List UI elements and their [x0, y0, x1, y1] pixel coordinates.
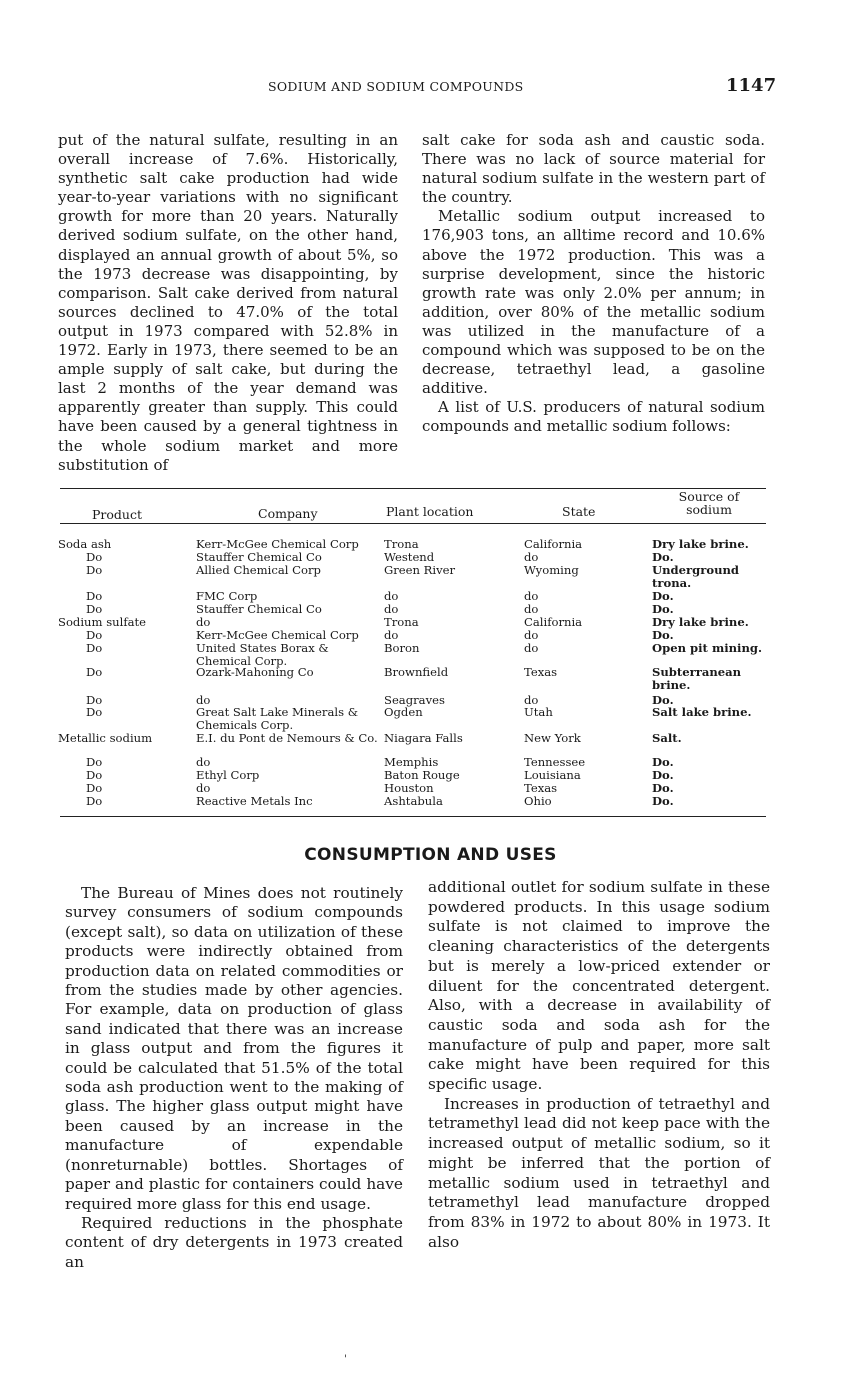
cell-source: Do.: [652, 602, 674, 616]
cell-product: Do: [86, 755, 103, 769]
cell-company: Kerr-McGee Chemical Corp: [196, 537, 359, 551]
cell-source: Do.: [652, 628, 674, 642]
paragraph: additional outlet for sodium sulfate in these powdered products. In this usage sodium sulfate is not claimed to improve the cleaning characteristics of the detergents but is merely a low-priced extender or diluent for the concentrated detergent. Also, with a decrease in availability of caustic soda and soda ash for the manufacture of pulp and paper, more salt cake might have been required for this specific usage.: [428, 878, 770, 1094]
cell-state: California: [524, 537, 583, 551]
cell-product: Do: [86, 628, 103, 642]
cell-location: Niagara Falls: [384, 731, 463, 745]
cell-company: do: [196, 693, 211, 707]
cell-product: Do: [86, 794, 103, 808]
cell-product: Do: [86, 563, 103, 577]
paragraph: salt cake for soda ash and caustic soda. There was no lack of source material for natural sodium sulfate in the western part of the country.: [422, 131, 765, 207]
cell-state: California: [524, 615, 583, 629]
cell-company: do: [196, 615, 211, 629]
cell-location: Green River: [384, 563, 456, 577]
cell-state: do: [524, 641, 539, 655]
cell-product: Metallic sodium: [58, 731, 153, 745]
cell-state: do: [524, 693, 539, 707]
cell-company: do: [196, 755, 211, 769]
table-row: [58, 795, 768, 808]
cell-source: Do.: [652, 550, 674, 564]
header-location: Plant location: [386, 504, 474, 519]
cell-source: Do.: [652, 768, 674, 782]
cell-state: Utah: [524, 705, 553, 719]
cell-state: do: [524, 589, 539, 603]
cell-source: Dry lake brine.: [652, 615, 749, 629]
paragraph: Required reductions in the phosphate content of dry detergents in 1973 created an: [65, 1213, 403, 1271]
cell-state: Tennessee: [524, 755, 586, 769]
cell-company: FMC Corp: [196, 589, 258, 603]
cell-location: Ogden: [384, 705, 423, 719]
cell-company: do: [196, 781, 211, 795]
cell-location: Boron: [384, 641, 420, 655]
cell-product: Do: [86, 550, 103, 564]
cell-location: Trona: [384, 615, 419, 629]
cell-location: Westend: [384, 550, 435, 564]
cell-state: Louisiana: [524, 768, 581, 782]
cell-location: Houston: [384, 781, 434, 795]
cell-state: do: [524, 550, 539, 564]
paragraph: Metallic sodium output increased to 176,903 tons, an alltime record and 10.6% above the 1972 production. This was a surprise development, since the historic growth rate was only 2.0% per annum; in addition, over 80% of the metallic sodium was utilized in the manufacture of a compound which was supposed to be on the decrease, tetraethyl lead, a gasoline additive.: [422, 207, 765, 398]
paragraph: Increases in production of tetraethyl and tetramethyl lead did not keep pace with the increased output of metallic sodium, so it might be inferred that the portion of metallic sodium used in tetraethyl and tetramethyl lead manufacture dropped from 83% in 1972 to about 80% in 1973. It also: [428, 1094, 770, 1251]
cell-company: E.I. du Pont de Nemours & Co.: [196, 731, 378, 745]
cell-location: do: [384, 589, 399, 603]
cell-company: Stauffer Chemical Co: [196, 550, 322, 564]
cell-company: Great Salt Lake Minerals & Chemicals Corp.: [196, 705, 359, 732]
cell-product: Do: [86, 705, 103, 719]
cell-state: do: [524, 602, 539, 616]
section-title: CONSUMPTION AND USES: [304, 845, 557, 865]
cell-location: Brownfield: [384, 665, 449, 679]
cell-company: Reactive Metals Inc: [196, 794, 313, 808]
cell-location: Ashtabula: [384, 794, 443, 808]
cell-location: Baton Rouge: [384, 768, 460, 782]
cell-state: Wyoming: [524, 563, 579, 577]
cell-source: Subterranean brine.: [652, 665, 742, 692]
cell-product: Soda ash: [58, 537, 112, 551]
table-row: [58, 705, 768, 732]
cell-source: Underground trona.: [652, 563, 740, 590]
paragraph: The Bureau of Mines does not routinely survey consumers of sodium compounds (except salt), so data on utilization of these products were indirectly obtained from production data on related commodities or from the studies made by other agencies. For example, data on production of glass sand indicated that there was an increase in glass output and from the figures it could be calculated that 51.5% of the total soda ash production went to the making of glass. The higher glass output might have been caused by an increase in the manufacture of expendable (nonreturnable) bottles. Shortages of paper and plastic for containers could have required more glass for this end usage.: [65, 884, 403, 1213]
header-source: Source of sodium: [678, 489, 740, 517]
cell-state: Ohio: [524, 794, 552, 808]
cell-product: Sodium sulfate: [58, 615, 147, 629]
cell-product: Do: [86, 665, 103, 679]
cell-source: Do.: [652, 781, 674, 795]
cell-product: Do: [86, 641, 103, 655]
cell-location: do: [384, 602, 399, 616]
cell-state: do: [524, 628, 539, 642]
cell-company: Stauffer Chemical Co: [196, 602, 322, 616]
header-product: Product: [92, 507, 142, 522]
cell-location: Memphis: [384, 755, 439, 769]
cell-company: United States Borax & Chemical Corp.: [196, 641, 329, 668]
cell-source: Salt.: [652, 731, 682, 745]
cell-state: Texas: [524, 781, 558, 795]
table-row: [58, 665, 768, 692]
cell-source: Do.: [652, 755, 674, 769]
running-header-title: SODIUM AND SODIUM COMPOUNDS: [268, 79, 524, 94]
column-4: [428, 878, 770, 1252]
table-row: [58, 641, 768, 668]
column-2: [422, 131, 765, 437]
cell-product: Do: [86, 693, 103, 707]
cell-source: Salt lake brine.: [652, 705, 752, 719]
cell-product: Do: [86, 781, 103, 795]
header-state: State: [562, 504, 596, 519]
cell-source: Dry lake brine.: [652, 537, 749, 551]
cell-state: New York: [524, 731, 581, 745]
cell-state: Texas: [524, 665, 558, 679]
cell-source: Do.: [652, 589, 674, 603]
cell-company: Kerr-McGee Chemical Corp: [196, 628, 359, 642]
cell-source: Do.: [652, 794, 674, 808]
cell-location: do: [384, 628, 399, 642]
table-row: [58, 732, 768, 745]
cell-company: Allied Chemical Corp: [196, 563, 321, 577]
cell-product: Do: [86, 768, 103, 782]
cell-source: Do.: [652, 693, 674, 707]
cell-company: Ethyl Corp: [196, 768, 260, 782]
table-top-rule: [60, 488, 766, 489]
cell-source: Open pit mining.: [652, 641, 763, 655]
paragraph: A list of U.S. producers of natural sodium compounds and metallic sodium follows:: [422, 398, 765, 436]
table-header-rule: [60, 523, 766, 524]
cell-product: Do: [86, 602, 103, 616]
header-company: Company: [258, 506, 318, 521]
cell-location: Seagraves: [384, 693, 445, 707]
page-speck: ': [344, 1354, 347, 1365]
column-3: [65, 884, 403, 1272]
table-row: [58, 563, 768, 590]
cell-product: Do: [86, 589, 103, 603]
paragraph: put of the natural sulfate, resulting in an overall increase of 7.6%. Historically, synthetic salt cake production had wide year-to-year variations with no significant growth for more than 20 years. Naturally derived sodium sulfate, on the other hand, displayed an annual growth of about 5%, so the 1973 decrease was disappointing, by comparison. Salt cake derived from natural sources declined to 47.0% of the total output in 1973 compared with 52.8% in 1972. Early in 1973, there seemed to be an ample supply of salt cake, but during the last 2 months of the year demand was apparently greater than supply. This could have been caused by a general tightness in the whole sodium market and more substitution of: [58, 131, 398, 474]
column-1: [58, 131, 398, 475]
page-number: 1147: [726, 75, 777, 96]
cell-location: Trona: [384, 537, 419, 551]
table-bottom-rule: [60, 816, 766, 817]
cell-company: Ozark-Mahoning Co: [196, 665, 314, 679]
